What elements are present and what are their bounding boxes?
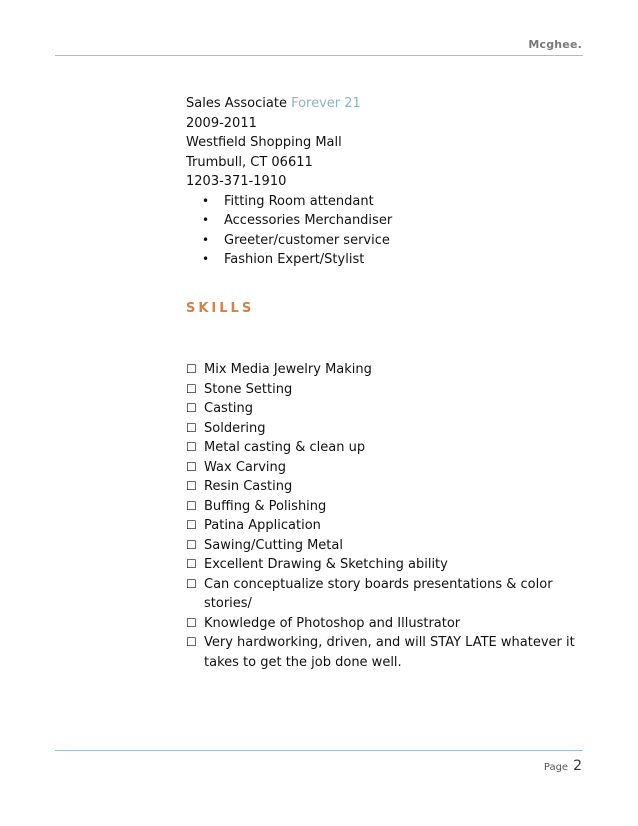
list-item xyxy=(186,419,576,439)
list-item xyxy=(186,399,576,419)
skill-text: Wax Carving xyxy=(204,459,286,475)
checkbox-icon: ☐ xyxy=(186,420,197,435)
bullet-icon: • xyxy=(202,232,210,247)
list-item xyxy=(186,516,576,536)
checkbox-icon: ☐ xyxy=(186,576,197,591)
skill-text: Stone Setting xyxy=(204,381,293,397)
page-content xyxy=(186,94,586,672)
duties-list xyxy=(186,192,586,270)
job-location: Westfield Shopping Mall xyxy=(186,135,342,150)
checkbox-icon: ☐ xyxy=(186,518,197,532)
skill-text: Sawing/Cutting Metal xyxy=(204,537,343,553)
skill-text: Can conceptualize story boards presentations & color stories/ xyxy=(204,576,553,611)
list-item xyxy=(186,555,576,575)
header-divider xyxy=(55,55,583,56)
skill-text: Mix Media Jewelry Making xyxy=(204,362,372,377)
employer-name: Forever 21 xyxy=(291,96,361,111)
skill-text: Casting xyxy=(204,401,254,416)
list-item xyxy=(186,438,576,458)
skill-text: Patina Application xyxy=(204,518,321,533)
skill-text: Soldering xyxy=(204,420,266,436)
list-item xyxy=(186,380,576,400)
duty-text: Greeter/customer service xyxy=(224,232,390,248)
checkbox-icon: ☐ xyxy=(186,459,197,474)
list-item xyxy=(186,477,576,497)
job-title-line xyxy=(186,94,586,114)
checkbox-icon: ☐ xyxy=(186,615,197,630)
skill-text: Knowledge of Photoshop and Illustrator xyxy=(204,615,461,631)
skill-text: Resin Casting xyxy=(204,479,293,494)
checkbox-icon: ☐ xyxy=(186,362,197,376)
duty-text: Fitting Room attendant xyxy=(224,193,374,209)
footer-divider xyxy=(55,750,583,751)
page-number: 2 xyxy=(573,758,582,774)
job-years: 2009-2011 xyxy=(186,115,257,131)
bullet-icon: • xyxy=(202,193,210,208)
page-footer xyxy=(544,758,582,774)
list-item xyxy=(202,250,586,270)
bullet-icon: • xyxy=(202,252,210,266)
duty-text: Fashion Expert/Stylist xyxy=(224,252,365,267)
list-item xyxy=(186,633,576,672)
list-item xyxy=(186,458,576,478)
skills-heading: SKILLS xyxy=(186,300,255,316)
checkbox-icon: ☐ xyxy=(186,381,197,396)
job-city: Trumbull, CT 06611 xyxy=(186,154,313,170)
checkbox-icon: ☐ xyxy=(186,479,197,493)
list-item xyxy=(202,231,586,251)
skill-text: Buffing & Polishing xyxy=(204,498,327,514)
checkbox-icon: ☐ xyxy=(186,635,197,649)
page-label: Page xyxy=(543,762,569,773)
list-item xyxy=(186,360,576,380)
list-item xyxy=(186,497,576,517)
checkbox-icon: ☐ xyxy=(186,557,197,571)
checkbox-icon: ☐ xyxy=(186,401,197,415)
header-name: Mcghee. xyxy=(528,38,582,51)
list-item xyxy=(186,575,576,614)
checkbox-icon: ☐ xyxy=(186,498,197,513)
list-item xyxy=(202,211,586,231)
duty-text: Accessories Merchandiser xyxy=(224,213,393,228)
skill-text: Very hardworking, driven, and will STAY LATE whatever it takes to get the job done well. xyxy=(204,635,575,670)
skill-text: Excellent Drawing & Sketching ability xyxy=(204,557,448,572)
bullet-icon: • xyxy=(202,213,210,227)
checkbox-icon: ☐ xyxy=(186,440,197,454)
job-phone: 1203-371-1910 xyxy=(186,174,287,189)
list-item xyxy=(186,536,576,556)
checkbox-icon: ☐ xyxy=(186,537,197,552)
skill-text: Metal casting & clean up xyxy=(204,440,366,455)
job-title: Sales Associate xyxy=(186,96,287,111)
list-item xyxy=(186,614,576,634)
skills-list xyxy=(186,360,586,672)
list-item xyxy=(202,192,586,212)
